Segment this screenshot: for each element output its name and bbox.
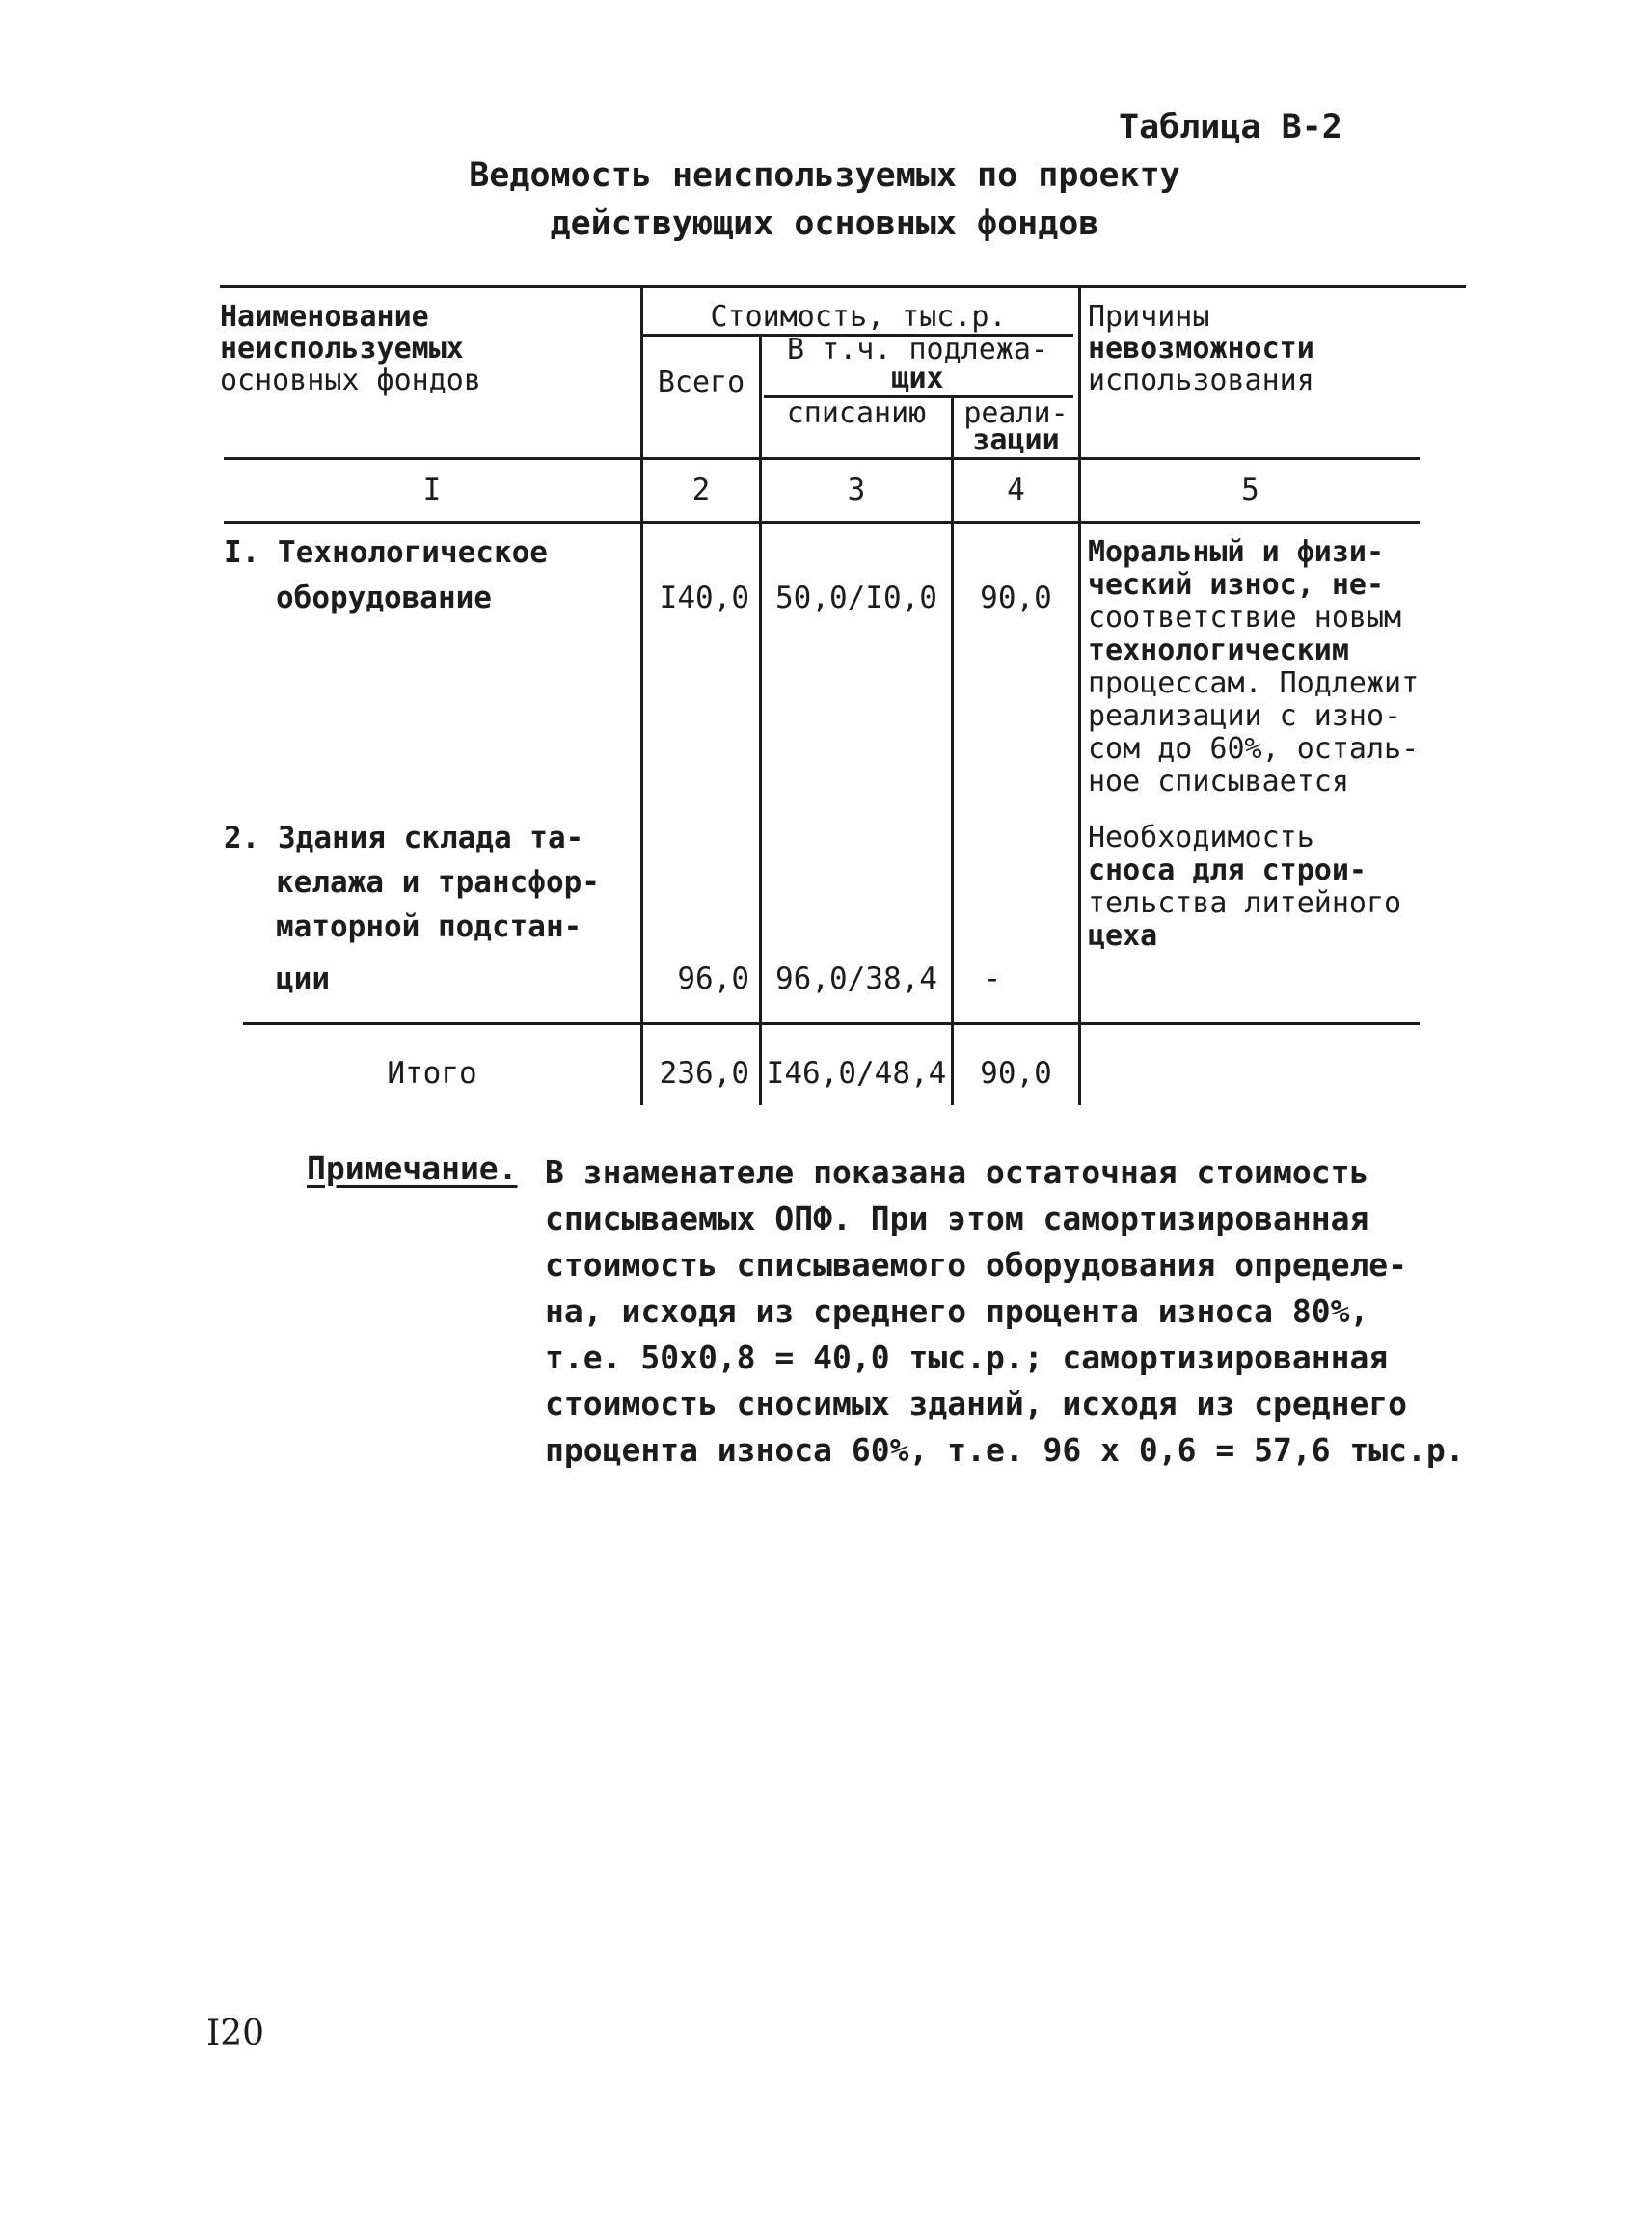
totals-label: Итого (387, 1056, 477, 1091)
note-label: Примечание. (307, 1150, 518, 1187)
table-label: Таблица В-2 (1119, 108, 1342, 147)
note-line-3: стоимость списываемого оборудования определе- (545, 1246, 1408, 1284)
note-line-5: т.е. 50х0,8 = 40,0 тыс.р.; самортизированная (545, 1339, 1389, 1376)
row-1-reason-line-4: технологическим (1088, 634, 1349, 667)
header-reason-line-2: невозможности (1088, 332, 1314, 366)
row-1-reason-line-5: процессам. Подлежит (1088, 666, 1420, 700)
note-line-2: списываемых ОПФ. При этом самортизированная (545, 1200, 1369, 1237)
row-1-name-line-2: оборудование (276, 581, 492, 615)
row-1-reason-line-1: Моральный и физи- (1088, 535, 1385, 569)
row-1-reason-line-8: ное списывается (1088, 765, 1349, 799)
header-sale-line-1: реали- (963, 396, 1069, 430)
row-1-reason-line-3: соответствие новым (1088, 601, 1402, 635)
header-name-line-3: основных фондов (220, 364, 481, 397)
row-2-reason-line-3: тельства литейного (1088, 886, 1402, 920)
header-writeoff: списанию (786, 396, 927, 430)
column-number-4: 4 (1007, 473, 1025, 507)
totals-writeoff: I46,0/48,4 (766, 1056, 947, 1091)
row-2-total: 96,0 (677, 962, 749, 996)
note-line-4: на, исходя из среднего процента износа 80%, (545, 1292, 1369, 1330)
note-line-6: стоимость сносимых зданий, исходя из среднего (545, 1385, 1408, 1422)
header-sale-line-2: зации (972, 423, 1060, 457)
row-2-sale: - (983, 962, 1002, 996)
column-number-2: 2 (691, 473, 711, 507)
row-1-reason-line-6: реализации с изно- (1088, 699, 1402, 733)
row-2-name-line-4: ции (276, 962, 330, 996)
page-number: I20 (206, 2014, 265, 2053)
totals-sale: 90,0 (980, 1056, 1052, 1091)
column-number-5: 5 (1241, 473, 1259, 507)
header-total: Всего (657, 366, 745, 399)
numbering-bottom-rule (224, 521, 1420, 524)
row-1-reason-line-7: сом до 60%, осталь- (1088, 732, 1420, 766)
header-bottom-rule (224, 457, 1420, 460)
document-title-line-2: действующих основных фондов (550, 204, 1099, 243)
row-1-reason-line-2: ческий износ, не- (1088, 568, 1385, 602)
row-2-reason-line-1: Необходимость (1088, 821, 1314, 854)
row-1-writeoff: 50,0/I0,0 (775, 581, 937, 615)
row-2-writeoff: 96,0/38,4 (775, 962, 937, 996)
row-1-total: I40,0 (659, 581, 749, 615)
row-2-reason-line-4: цеха (1088, 919, 1158, 953)
row-2-name-line-3: маторной подстан- (276, 909, 582, 944)
row-2-name-line-1: 2. Здания склада та- (224, 821, 584, 855)
row-1-name-line-1: I. Технологическое (224, 535, 548, 570)
table-top-rule (220, 285, 1466, 288)
header-subgroup-line-2: щих (891, 362, 944, 395)
row-2-reason-line-2: сноса для строи- (1088, 853, 1367, 887)
header-reason-line-3: использования (1088, 364, 1314, 397)
note-line-7: процента износа 60%, т.е. 96 х 0,6 = 57,6 тыс.р. (545, 1431, 1465, 1469)
body-bottom-rule (243, 1022, 1420, 1025)
header-cost-group: Стоимость, тыс.р. (710, 300, 1007, 334)
col-divider-4 (1078, 287, 1081, 1105)
header-name-line-1: Наименование (220, 300, 429, 334)
row-2-name-line-2: келажа и трансфор- (276, 865, 600, 900)
row-1-sale: 90,0 (980, 581, 1052, 615)
column-number-3: 3 (847, 473, 866, 507)
totals-total: 236,0 (659, 1056, 749, 1091)
note-line-1: В знаменателе показана остаточная стоимость (545, 1153, 1369, 1191)
document-title-line-1: Ведомость неиспользуемых по проекту (469, 156, 1180, 195)
note-text (545, 1150, 1509, 1474)
header-subgroup-line-1: В т.ч. подлежа- (787, 333, 1048, 366)
column-number-1: I (422, 473, 442, 507)
header-name-line-2: неиспользуемых (220, 332, 464, 366)
header-reason-line-1: Причины (1088, 300, 1210, 334)
